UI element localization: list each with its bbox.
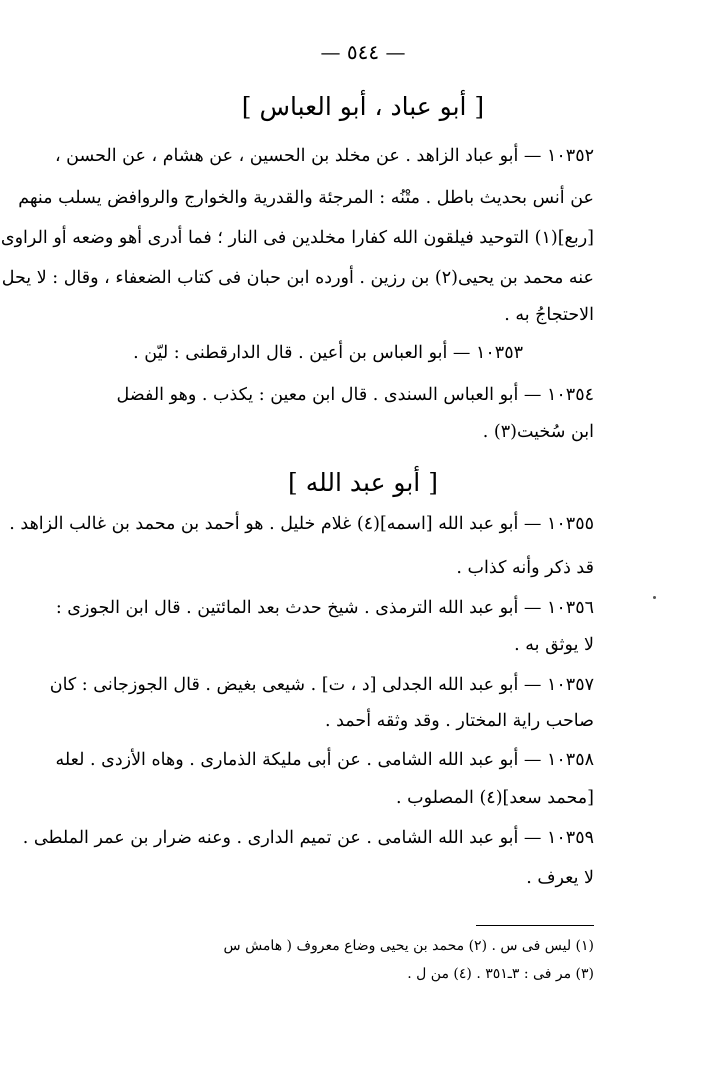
text-line: صاحب راية المختار . وقد وثقه أحمد .	[324, 711, 594, 731]
entry-10356: ١٠٣٥٦ — أبو عبد الله الترمذى . شيخ حدث بعد المائتين . قال ابن الجوزى :	[55, 598, 594, 618]
text-line: لا يعرف .	[526, 868, 594, 888]
footnote-divider	[476, 925, 594, 926]
text-line: ١٠٣٥٢ — أبو عباد الزاهد . عن مخلد بن الحسين ، عن هشام ، عن الحسن ،	[54, 146, 594, 166]
text-line: الاحتجاجُ به .	[504, 305, 594, 325]
text-line: عن أنس بحديث باطل . متْنُه : المرجئة والقدرية والخوارج والروافض يسلب منهم	[18, 188, 594, 208]
entry-10354: ١٠٣٥٤ — أبو العباس السندى . قال ابن معين : يكذب . وهو الفضل	[116, 385, 594, 405]
text-line: [ربع](١) التوحيد فيلقون الله كفارا مخلدين فى النار ؛ فما أدرى أهو وضعه أو الراوى	[0, 228, 594, 248]
page-number: — ٥٤٤ —	[320, 40, 406, 64]
text-line: لا يوثق به .	[514, 635, 594, 655]
entry-10359: ١٠٣٥٩ — أبو عبد الله الشامى . عن تميم الدارى . وعنه ضرار بن عمر الملطى .	[22, 828, 594, 848]
section-heading-text: [ أبو عبد الله ]	[288, 468, 438, 497]
section-heading-text: [ أبو عباد ، أبو العباس ]	[241, 92, 485, 121]
section-heading-abu-abbad	[0, 92, 726, 121]
entry-10357: ١٠٣٥٧ — أبو عبد الله الجدلى [د ، ت] . شيعى بغيض . قال الجوزجانى : كان	[49, 675, 594, 695]
text-line: قد ذكر وأنه كذاب .	[456, 558, 594, 578]
text-line: ابن سُخيت(٣) .	[482, 422, 594, 442]
entry-10358: ١٠٣٥٨ — أبو عبد الله الشامى . عن أبى مليكة الذمارى . وهاه الأزدى . لعله	[55, 750, 594, 770]
section-heading-abu-abdullah	[0, 468, 726, 497]
footnote-line: (٣) مر فى : ٣ـ٣٥١ . (٤) من ل .	[407, 966, 594, 982]
text-line: عنه محمد بن يحيى(٢) بن رزين . أورده ابن حبان فى كتاب الضعفاء ، وقال : لا يحل	[1, 268, 594, 288]
footnote-line: (١) ليس فى س . (٢) محمد بن يحيى وضاع معروف ( هامش س	[223, 938, 594, 954]
entry-10353: ١٠٣٥٣ — أبو العباس بن أعين . قال الدارقطنى : ليّن .	[133, 343, 523, 363]
page-speck	[653, 596, 656, 599]
text-line: [محمد سعد](٤) المصلوب .	[395, 788, 594, 808]
entry-10355: ١٠٣٥٥ — أبو عبد الله [اسمه](٤) غلام خليل . هو أحمد بن محمد بن غالب الزاهد .	[9, 514, 594, 534]
